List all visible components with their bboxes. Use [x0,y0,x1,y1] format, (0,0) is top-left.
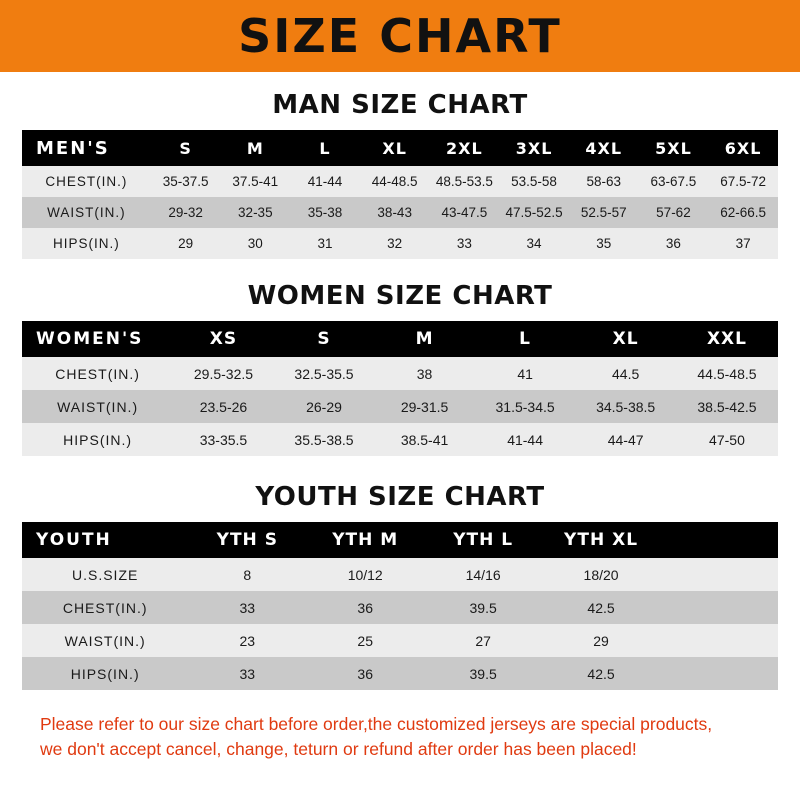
cell: 42.5 [587,599,615,616]
cell [660,657,778,690]
man-table-header-row [22,130,778,166]
man-header-cell: 4XL [585,138,623,158]
women-header-cell: WOMEN'S [36,329,144,349]
youth-header-cell: YOUTH [36,530,112,550]
cell: 67.5-72 [720,174,767,189]
row-label: CHEST(IN.) [62,599,148,616]
women-header-cell: XXL [706,329,747,349]
table-row [22,357,778,390]
cell: 53.5-58 [511,174,557,189]
chart-content [0,90,800,763]
cell: 18/20 [583,566,619,583]
row-label: U.S.SIZE [71,566,139,583]
cell: 31 [317,236,333,251]
women-size-table [22,321,778,456]
cell: 41-44 [307,174,343,189]
cell: 10/12 [347,566,383,583]
row-label: CHEST(IN.) [55,365,140,382]
youth-section-title: YOUTH SIZE CHART [255,482,545,512]
cell: 25 [357,632,373,649]
cell [660,558,778,591]
cell: 35 [596,236,612,251]
women-table-header-row [22,321,778,357]
row-label: HIPS(IN.) [53,236,120,251]
cell: 38.5-42.5 [697,398,757,415]
cell: 34.5-38.5 [596,398,656,415]
table-row [22,166,778,197]
women-header-cell: XS [209,329,238,349]
page-title: SIZE CHART [238,9,562,63]
women-header-cell: M [415,329,434,349]
women-header-cell: XL [612,329,639,349]
cell: 37 [735,236,751,251]
table-row [22,624,778,657]
cell: 44.5-48.5 [697,365,757,382]
man-header-cell: L [319,138,331,158]
man-header-cell: 2XL [446,138,483,158]
cell: 35-37.5 [162,174,209,189]
cell: 58-63 [586,174,622,189]
cell: 29-31.5 [400,398,449,415]
table-row [22,423,778,456]
footer-note [22,712,778,763]
cell: 44-48.5 [371,174,418,189]
cell: 30 [247,236,263,251]
man-header-cell: M [246,138,264,158]
man-header-cell: 3XL [515,138,553,158]
cell: 36 [357,599,373,616]
row-label: HIPS(IN.) [70,665,140,682]
youth-header-cell: YTH M [332,530,399,550]
cell: 29 [593,632,609,649]
cell: 35-38 [307,205,343,220]
man-size-table [22,130,778,259]
cell: 47-50 [709,431,745,448]
man-header-cell: 6XL [724,138,762,158]
youth-header-cell: YTH L [453,530,514,550]
cell: 31.5-34.5 [495,398,555,415]
youth-table-header-row [22,522,778,558]
cell: 39.5 [469,599,497,616]
page-banner [0,0,800,72]
cell: 26-29 [306,398,342,415]
cell: 33 [239,665,256,682]
cell: 38 [416,365,433,382]
youth-size-table [22,522,778,690]
man-header-cell: S [179,138,192,158]
cell: 37.5-41 [232,174,279,189]
youth-header-cell: YTH XL [564,530,639,550]
table-row [22,558,778,591]
youth-header-cell [660,522,778,558]
man-section-title: MAN SIZE CHART [272,90,528,120]
cell: 35.5-38.5 [294,431,354,448]
cell: 42.5 [587,665,615,682]
cell: 38-43 [377,205,412,220]
footer-note-line-1: Please refer to our size chart before order,the customized jerseys are special products, [40,714,713,734]
table-row [22,228,778,259]
cell: 44.5 [612,365,640,382]
cell: 52.5-57 [580,205,627,220]
cell: 44-47 [607,431,644,448]
table-row [22,390,778,423]
table-row [22,197,778,228]
women-header-cell: S [317,329,331,349]
cell: 33 [456,236,472,251]
footer-note-line-2: we don't accept cancel, change, teturn or refund after order has been placed! [40,739,637,760]
table-row [22,657,778,690]
cell: 29-32 [168,205,203,220]
man-header-cell: XL [382,138,407,158]
row-label: WAIST(IN.) [64,632,146,649]
cell: 34 [526,236,542,251]
row-label: HIPS(IN.) [63,431,133,448]
cell: 33-35.5 [199,431,248,448]
row-label: CHEST(IN.) [45,174,128,189]
man-header-cell: MEN'S [36,137,110,159]
cell: 8 [243,566,252,583]
cell: 36 [665,236,681,251]
cell: 29.5-32.5 [193,365,254,382]
cell: 14/16 [465,566,501,583]
cell: 32 [387,236,403,251]
cell: 63-67.5 [650,174,697,189]
cell: 47.5-52.5 [505,205,563,220]
table-row [22,591,778,624]
cell: 43-47.5 [441,205,488,220]
cell: 32.5-35.5 [294,365,354,382]
cell: 23.5-26 [199,398,248,415]
cell: 36 [357,665,373,682]
cell: 41-44 [507,431,543,448]
cell: 27 [475,632,491,649]
cell: 32-35 [238,205,273,220]
cell [660,591,778,624]
youth-header-cell: YTH S [216,530,278,550]
women-header-cell: L [519,329,532,349]
cell: 57-62 [656,205,691,220]
cell: 62-66.5 [720,205,767,220]
cell: 38.5-41 [400,431,449,448]
cell: 33 [239,599,256,616]
man-header-cell: 5XL [655,138,692,158]
cell: 39.5 [469,665,497,682]
cell [660,624,778,657]
cell: 41 [517,365,533,382]
row-label: WAIST(IN.) [57,398,139,415]
row-label: WAIST(IN.) [47,205,126,220]
women-section-title: WOMEN SIZE CHART [247,281,553,311]
cell: 48.5-53.5 [435,174,493,189]
cell: 23 [239,632,256,649]
cell: 29 [178,236,194,251]
